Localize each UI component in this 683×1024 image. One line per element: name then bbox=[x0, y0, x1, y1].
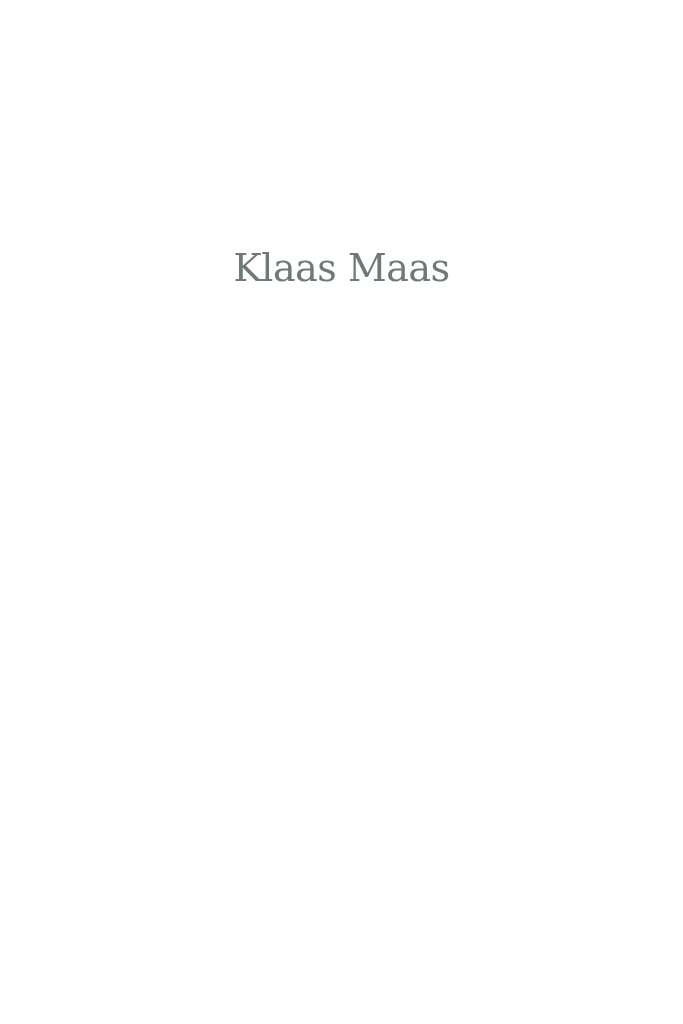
service-details bbox=[0, 689, 683, 944]
family-line bbox=[0, 577, 683, 603]
poem bbox=[0, 116, 683, 193]
service-line bbox=[0, 715, 683, 741]
poem-line bbox=[0, 116, 683, 142]
service-line bbox=[0, 817, 683, 843]
family-line bbox=[0, 475, 683, 501]
life-dates bbox=[0, 335, 683, 355]
poem-line bbox=[0, 167, 683, 193]
service-line bbox=[0, 919, 683, 945]
family-line bbox=[0, 501, 683, 527]
service-line bbox=[0, 689, 683, 715]
service-line bbox=[0, 842, 683, 868]
family-line bbox=[0, 552, 683, 578]
poem-line bbox=[0, 142, 683, 168]
service-line bbox=[0, 740, 683, 766]
family-partner bbox=[0, 424, 683, 450]
service-line bbox=[0, 893, 683, 919]
service-line bbox=[0, 791, 683, 817]
family-list bbox=[0, 424, 683, 603]
deceased-name: Klaas Maas bbox=[233, 246, 450, 290]
